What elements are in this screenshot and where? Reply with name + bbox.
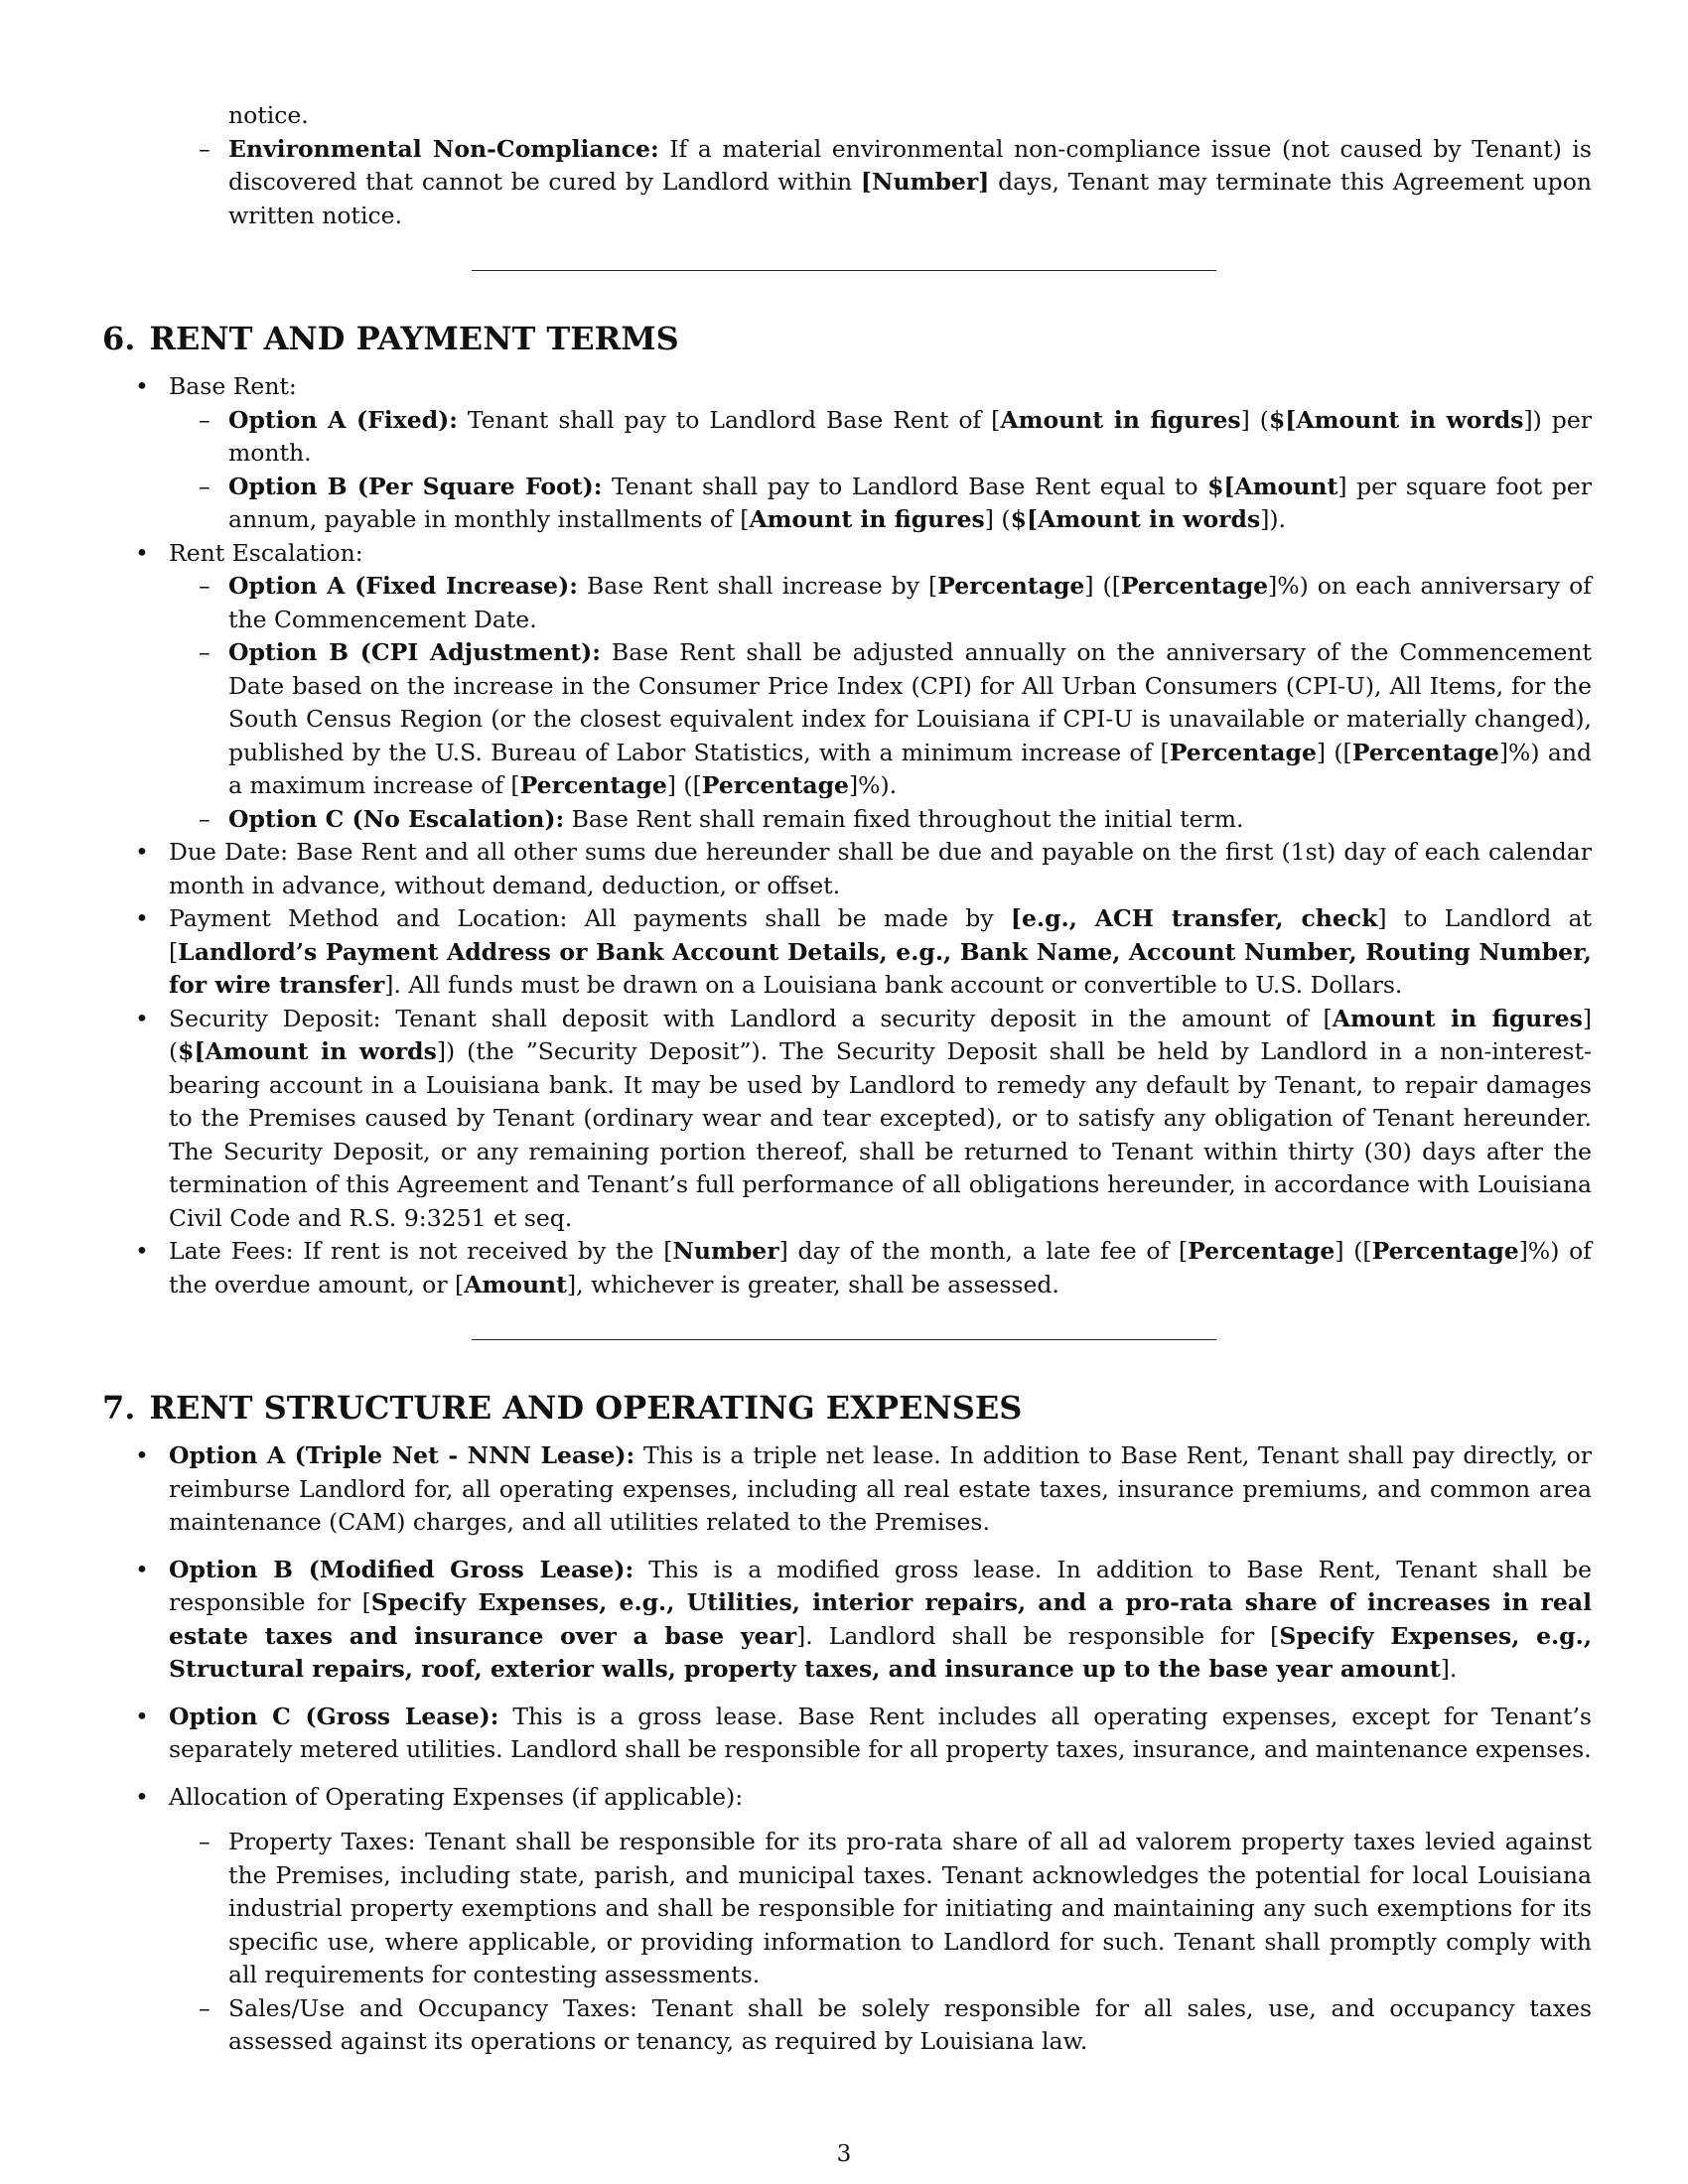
dash-marker: – [199,405,211,434]
escalation-option-b: – Option B (CPI Adjustment): Base Rent shall be adjusted annually on the anniversary of the Commencement Date based on the increase in the Consumer Price Index (CPI) for All Urban Consumers (CPI-U), All Items, for the South Census Region (or the closest equivalent index for Louisiana if CPI-U is unavailable or materially changed), published by the U.S. Bureau of Labor Statistics, with a minimum increase of [Percentage] ([Percentage]%) and a maximum increase of [Percentage] ([Percentage]%). [199,638,1593,799]
page-content [102,99,1592,2059]
modified-gross-lease-option: • Option B (Modified Gross Lease): This is a modified gross lease. In addition to Base Rent, Tenant shall be responsible for [Specify Expenses, e.g., Utilities, interior repairs, and a pro-rata share of increases in real estate taxes and insurance over a base year]. Landlord shall be responsible for [Specify Expenses, e.g., Structural repairs, roof, exterior walls, property taxes, and insurance up to the base year amount]. [135,1555,1592,1683]
base-rent-option-a: – Option A (Fixed): Tenant shall pay to Landlord Base Rent of [Amount in figures] ($[Amount in words]) per month. [199,405,1592,467]
sales-use-taxes-item: – Sales/Use and Occupancy Taxes: Tenant shall be solely responsible for all sales, use, and occupancy taxes assessed against its operations or tenancy, as required by Louisiana law. [199,1993,1592,2055]
dash-marker: – [199,804,211,833]
section-7-heading: 7. RENT STRUCTURE AND OPERATING EXPENSES [102,1389,1023,1427]
gross-lease-option: • Option C (Gross Lease): This is a gross lease. Base Rent includes all operating expenses, except for Tenant’s separately metered utilities. Landlord shall be responsible for all property taxes, insurance, and maintenance expenses. [135,1702,1592,1763]
bullet-marker: • [135,904,149,932]
dash-marker: – [199,1828,211,1855]
continued-text: notice. [228,101,309,129]
section-divider [472,1339,1216,1340]
bullet-marker: • [135,1441,149,1469]
page-number: 3 [836,2141,852,2167]
dash-marker: – [199,1993,211,2022]
rent-escalation-item: • Rent Escalation: [102,537,1592,571]
base-rent-option-b: – Option B (Per Square Foot): Tenant shall pay to Landlord Base Rent equal to $[Amount] per square foot per annum, payable in monthly installments of [Amount in figures] ($[Amount in words]). [199,472,1592,533]
property-taxes-item: – Property Taxes: Tenant shall be responsible for its pro-rata share of all ad valorem property taxes levied against the Premises, including state, parish, and municipal taxes. Tenant acknowledges the potential for local Louisiana industrial property exemptions and shall be responsible for initiating and maintaining any such exemptions for its specific use, where applicable, or providing information to Landlord for such. Tenant shall promptly comply with all requirements for contesting assessments. [199,1828,1592,1988]
section-6-heading: 6. RENT AND PAYMENT TERMS [102,320,679,357]
env-noncompliance-item: – Environmental Non-Compliance: If a material environmental non-compliance issue (not caused by Tenant) is discovered that cannot be cured by Landlord within [Number] days, Tenant may terminate this Agreement upon written notice. [199,134,1593,229]
dash-marker: – [199,572,211,600]
bullet-marker: • [135,1004,149,1032]
nnn-lease-option: • Option A (Triple Net - NNN Lease): This is a triple net lease. In addition to Base Rent, Tenant shall pay directly, or reimburse Landlord for, all operating expenses, including all real estate taxes, insurance premiums, and common area maintenance (CAM) charges, and all utilities related to the Premises. [135,1441,1592,1536]
bullet-marker: • [135,838,149,866]
escalation-option-a: – Option A (Fixed Increase): Base Rent shall increase by [Percentage] ([Percentage]%) on each anniversary of the Commencement Date. [199,572,1592,633]
payment-method-item: • Payment Method and Location: All payments shall be made by [e.g., ACH transfer, check] to Landlord at [Landlord’s Payment Address or Bank Account Details, e.g., Bank Name, Account Number, Routing Number, for wire transfer]. All funds must be drawn on a Louisiana bank account or convertible to U.S. Dollars. [135,904,1592,999]
allocation-item: • Allocation of Operating Expenses (if applicable): [102,1781,1592,1815]
dash-marker: – [199,638,211,666]
escalation-option-c: – Option C (No Escalation): Base Rent shall remain fixed throughout the initial term. [102,803,1592,837]
security-deposit-item: • Security Deposit: Tenant shall deposit with Landlord a security deposit in the amount of [Amount in figures] ($[Amount in words]) (the ”Security Deposit”). The Security Deposit shall be held by Landlord in a non-interest-bearing account in a Louisiana bank. It may be used by Landlord to remedy any default by Tenant, to repair damages to the Premises caused by Tenant (ordinary wear and tear excepted), or to satisfy any obligation of Tenant hereunder. The Security Deposit, or any remaining portion thereof, shall be returned to Tenant within thirty (30) days after the termination of this Agreement and Tenant’s full performance of all obligations hereunder, in accordance with Louisiana Civil Code and R.S. 9:3251 et seq. [135,1004,1593,1232]
bullet-marker: • [135,1782,149,1811]
dash-marker: – [199,472,211,500]
base-rent-item: • Base Rent: [102,370,1592,404]
section-divider [472,270,1216,271]
due-date-item: • Due Date: Base Rent and all other sums due hereunder shall be due and payable on the first (1st) day of each calendar month in advance, without demand, deduction, or offset. [135,838,1592,899]
bullet-marker: • [135,372,149,400]
bullet-marker: • [135,1237,149,1265]
bullet-marker: • [135,538,149,567]
bullet-marker: • [135,1555,149,1583]
late-fees-item: • Late Fees: If rent is not received by the [Number] day of the month, a late fee of [Percentage] ([Percentage]%) of the overdue amount, or [Amount], whichever is greater, shall be assessed. [135,1237,1593,1298]
bullet-marker: • [135,1702,149,1730]
dash-marker: – [199,134,211,163]
